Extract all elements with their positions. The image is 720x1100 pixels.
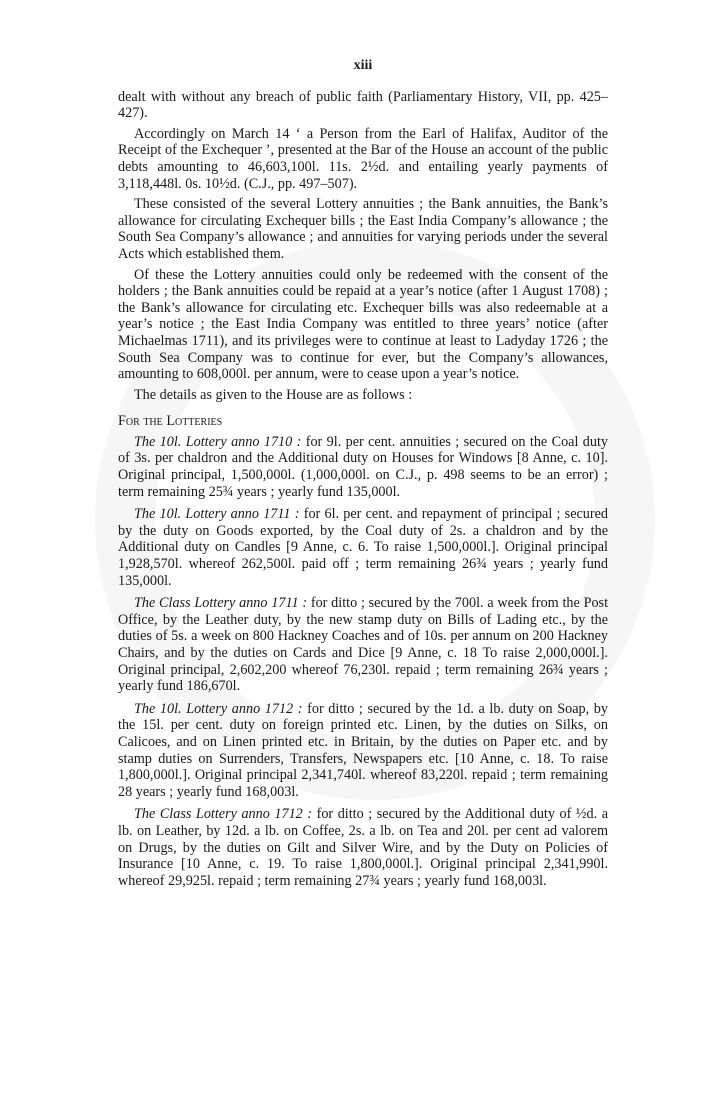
lottery-entry-body: for ditto ; secured by the 700l. a week from the Post Office, by the Leather duty, by the new stamp duty on Bills of Lading etc., by the duties of 5s. a week on 800 Hackney Coaches and of 10s. per annum on 200 Hackney Chairs, and by the duties on Cards and Dice [9 Anne, c. 18 To raise 2,000,000l.]. Original principal, 2,602,200 whereof 76,230l. repaid ; term remaining 26¾ years ; yearly fund 186,670l. [118,595,609,695]
lottery-entry [118,701,608,801]
page-number: xiii [353,58,373,73]
lottery-entry-title: The 10l. Lottery anno 1710 : [134,433,302,450]
lottery-entry-body: for 6l. per cent. and repayment of principal ; secured by the duty on Goods exported, by the Coal duty of 2s. a chaldron and by the Additional duty on Candles [9 Anne, c. 6. To raise 1,500,000l.]. Original principal 1,928,570l. whereof 262,500l. paid off ; term remaining 26¾ years ; yearly fund 135,000l. [118,506,609,589]
section-heading-lotteries: For the Lotteries [118,413,223,430]
paragraph-redemption: Of these the Lottery annuities could only be redeemed with the consent of the holders ; the Bank annuities could be repaid at a year’s notice (after 1 August 1708) ; the Bank’s allowance for circulating etc. Exchequer bills was also redeemable at a year’s notice ; the East India Company was entitled to three years’ notice (after Michaelmas 1711), and its privileges were to continue at least to Ladyday 1726 ; the South Sea Company was to continue for ever, but the Company’s allowances, amounting to 608,000l. per annum, were to cease upon a year’s notice. [118,266,608,383]
paragraph-annuities: These consisted of the several Lottery annuities ; the Bank annuities, the Bank’s allowance for circulating Exchequer bills ; the East India Company’s allowance ; the South Sea Company’s allowance ; and annuities for varying periods under the several Acts which established them. [118,196,608,262]
lottery-entry [118,806,608,889]
lottery-entry-title: The 10l. Lottery anno 1711 : [134,506,300,523]
document-page [118,0,608,895]
paragraph-continuation: dealt with without any breach of public faith (Parliamentary History, VII, pp. 425–427). [118,88,608,122]
lottery-entry-title: The Class Lottery anno 1711 : [134,595,308,612]
paragraph-details-intro: The details as given to the House are as follows : [134,386,413,403]
lottery-entry [118,434,608,500]
lottery-entry-body: for ditto ; secured by the 1d. a lb. duty on Soap, by the 15l. per cent. duty on foreign printed etc. Linen, by the duties on Silks, on Calicoes, and on Linen printed etc. in Britain, by the duties on Paper etc. and by stamp duties on Surrenders, Transfers, Newspapers etc. [10 Anne, c. 18. To raise 1,800,000l.]. Original principal 2,341,740l. whereof 83,220l. repaid ; term remaining 28 years ; yearly fund 168,003l. [118,700,608,800]
lottery-entry-body: for 9l. per cent. annuities ; secured on the Coal duty of 3s. per chaldron and the Additional duty on Houses for Windows [8 Anne, c. 10]. Original principal, 1,500,000l. (1,000,000l. on C.J., p. 498 seems to be an error) ; term remaining 25¾ years ; yearly fund 135,000l. [118,433,609,500]
lottery-entry-title: The 10l. Lottery anno 1712 : [134,700,303,717]
lottery-entry-title: The Class Lottery anno 1712 : [134,806,313,823]
paragraph-public-debts: Accordingly on March 14 ‘ a Person from the Earl of Halifax, Auditor of the Receipt of the Exchequer ’, presented at the Bar of the House an account of the public debts amounting to 46,603,100l. 11s. 2½d. and entailing yearly payments of 3,118,448l. 0s. 10½d. (C.J., pp. 497–507). [118,125,608,192]
lottery-entry [118,506,608,589]
lottery-entry [118,595,608,695]
lottery-entry-body: for ditto ; secured by the Additional duty of ½d. a lb. on Leather, by 12d. a lb. on Coffee, 2s. a lb. on Tea and 20l. per cent ad valorem on Drugs, by the duties on Gilt and Silver Wire, and by the Duty on Policies of Insurance [10 Anne, c. 19. To raise 1,800,000l.]. Original principal 2,341,990l. whereof 29,925l. repaid ; term remaining 27¾ years ; yearly fund 168,003l. [118,806,608,889]
